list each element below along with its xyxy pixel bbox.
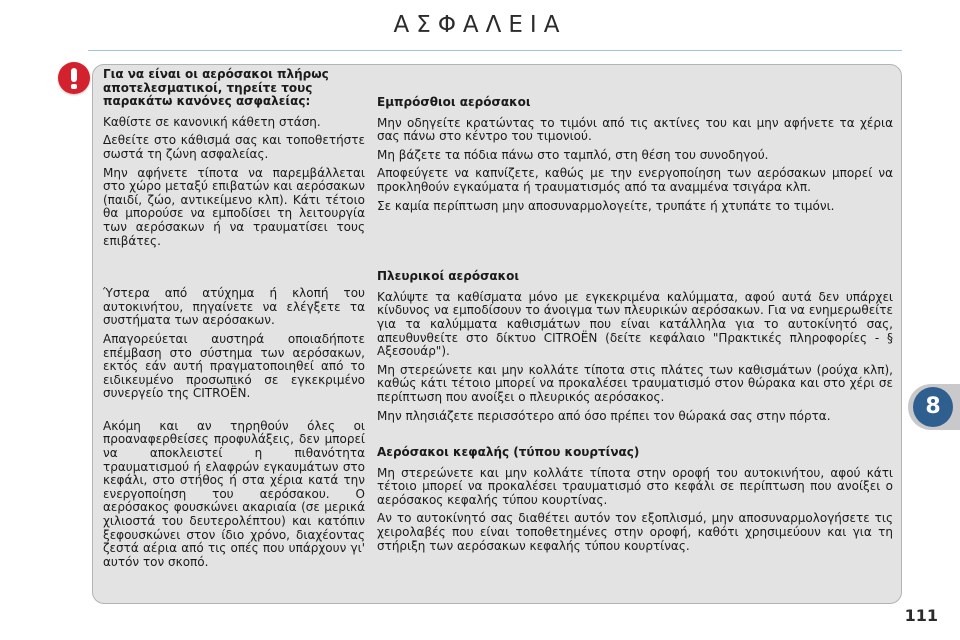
- front-airbags-heading: Εμπρόσθιοι αερόσακοι: [377, 95, 531, 109]
- airbag-types-column: [377, 96, 893, 558]
- spacer: [377, 428, 893, 446]
- rule-after-accident: Ύστερα από ατύχημα ή κλοπή του αυτοκινήτου, πηγαίνετε να ελέγξετε τα συστήματα των αερόσακων.: [103, 286, 365, 328]
- curtain-airbags-text-1: Μη στερεώνετε και μην κολλάτε τίποτα στην οροφή του αυτοκινήτου, αφού κάτι τέτοιο μπορεί να προκαλέσει τραυματισμό στο κεφάλι σε περίπτωση που ανοίξει ο αερόσακος κεφαλής τύπου κουρτίνας.: [377, 465, 893, 507]
- spacer: [103, 406, 365, 420]
- chapter-badge: 8: [913, 387, 953, 427]
- side-airbags-text-1: Καλύψτε τα καθίσματα μόνο με εγκεκριμένα καλύμματα, αφού αυτά δεν υπάρχει κίνδυνος να εμποδίσουν το άνοιγμα των πλευρικών αερόσακων. Για να ενημερωθείτε για τα καλύμματα καθισμάτων που είναι κατάλληλα για το αυτοκίνητό σας, απευθυνθείτε στο δίκτυο CITROËN (δείτε κεφάλαιο "Πρακτικές πληροφορίες - § Αξεσουάρ").: [377, 289, 893, 359]
- warning-icon: [58, 62, 90, 94]
- rule-seatbelt: Δεθείτε στο κάθισμά σας και τοποθετήστε σωστά τη ζώνη ασφαλείας.: [103, 133, 365, 161]
- rule-no-obstruction: Μην αφήνετε τίποτα να παρεμβάλλεται στο χώρο μεταξύ επιβατών και αερόσακων (παιδί, ζώο, αντικείμενο κλπ). Κάτι τέτοιο θα μπορούσε να εμποδίσει τη λειτουργία των αερόσακων ή να τραυματίσει τους επιβάτες.: [103, 165, 365, 248]
- side-airbags-heading: Πλευρικοί αερόσακοι: [377, 269, 520, 284]
- front-airbags-text-3: Αποφεύγετε να καπνίζετε, καθώς με την ενεργοποίηση των αερόσακων μπορεί να προκληθούν εγκαύματα ή τραυματισμός από τα αναμμένα τσιγάρα κλπ.: [377, 166, 893, 194]
- rule-no-tampering: Απαγορεύεται αυστηρά οποιαδήποτε επέμβαση στο σύστημα των αερόσακων, εκτός εάν αυτή πραγματοποιηθεί από το ειδικευμένο προσωπικό σε εγκεκριμένο συνεργείο της CITROËN.: [103, 331, 365, 401]
- curtain-airbags-text-2: Αν το αυτοκίνητό σας διαθέτει αυτόν τον εξοπλισμό, μην αποσυναρμολογήσετε τις χειρολαβές που είναι τοποθετημένες στην οροφή, καθότι χρησιμεύουν και για τη στήριξη των αερόσακων κεφαλής τύπου κουρτίνας.: [377, 511, 893, 553]
- front-airbags-text-4: Σε καμία περίπτωση μην αποσυναρμολογείτε, τρυπάτε ή χτυπάτε το τιμόνι.: [377, 198, 835, 213]
- spacer: [377, 218, 893, 270]
- curtain-airbags-heading: Αερόσακοι κεφαλής (τύπου κουρτίνας): [377, 445, 640, 460]
- side-airbags-text-2: Μη στερεώνετε και μην κολλάτε τίποτα στις πλάτες των καθισμάτων (ρούχα κλπ), καθώς κάτι τέτοιο μπορεί να προκαλέσει τραυματισμό στον θώρακα και στο χέρι σε περίπτωση που ανοίξει ο πλευρικός αερόσακος.: [377, 362, 893, 404]
- title-divider: [88, 50, 902, 51]
- safety-rules-column: [103, 68, 365, 574]
- injury-warning: Ακόμη και αν τηρηθούν όλες οι προαναφερθείσες προφυλάξεις, δεν μπορεί να αποκλειστεί η πιθανότητα τραυματισμού ή ελαφρών εγκαυμάτων στο κεφάλι, στο στήθος ή στα χέρια κατά την ενεργοποίηση του αερόσακου. Ο αερόσακος φουσκώνει ακαριαία (σε μερικά χιλιοστά του δευτερολέπτου) και κατόπιν ξεφουσκώνει στον ίδιο χρόνο, διαχέοντας ζεστά αέρια από τις οπές που υπάρχουν γι' αυτόν τον σκοπό.: [103, 418, 365, 569]
- page-number: 111: [904, 606, 938, 625]
- front-airbags-text-2: Μη βάζετε τα πόδια πάνω στο ταμπλό, στη θέση του συνοδηγού.: [377, 147, 769, 162]
- front-airbags-text-1: Μην οδηγείτε κρατώντας το τιμόνι από τις ακτίνες του και μην αφήνετε τα χέρια σας πάνω στο κέντρο του τιμονιού.: [377, 115, 893, 144]
- rule-sitting: Καθίστε σε κανονική κάθετη στάση.: [103, 114, 321, 129]
- side-airbags-text-3: Μην πλησιάζετε περισσότερο από όσο πρέπει τον θώρακά σας στην πόρτα.: [377, 408, 831, 423]
- spacer: [103, 253, 365, 287]
- page-title: ΑΣΦΑΛΕΙΑ: [393, 12, 567, 38]
- safety-rules-heading: Για να είναι οι αερόσακοι πλήρως αποτελεσματικοί, τηρείτε τους παρακάτω κανόνες ασφαλείας:: [103, 67, 329, 109]
